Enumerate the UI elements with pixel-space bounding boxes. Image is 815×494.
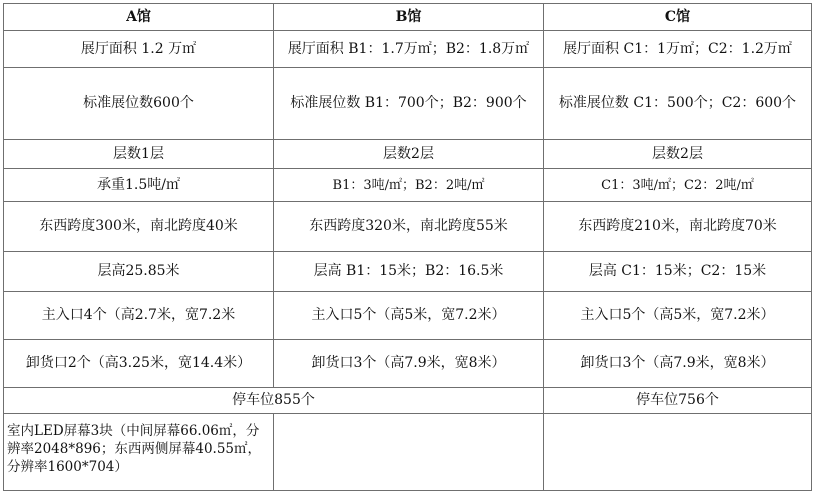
cell-c-led-screens bbox=[544, 414, 812, 491]
row-span bbox=[4, 202, 812, 252]
cell-b-booth-count: 标准展位数 B1：700个；B2：900个 bbox=[274, 68, 544, 140]
cell-c-loading-dock: 卸货口3个（高7.9米，宽8米） bbox=[544, 340, 812, 388]
row-led-screens bbox=[4, 414, 812, 491]
cell-b-floor-count: 层数2层 bbox=[274, 140, 544, 169]
row-booth-count bbox=[4, 68, 812, 140]
cell-a-main-entrance: 主入口4个（高2.7米，宽7.2米 bbox=[4, 292, 274, 340]
header-row bbox=[4, 4, 812, 31]
cell-a-load-bearing: 承重1.5吨/㎡ bbox=[4, 169, 274, 202]
row-parking bbox=[4, 388, 812, 414]
venue-comparison-table bbox=[3, 3, 812, 491]
row-loading-dock bbox=[4, 340, 812, 388]
cell-a-led-screens: 室内LED屏幕3块（中间屏幕66.06㎡，分辨率2048*896；东西两侧屏幕40.55㎡，分辨率1600*704） bbox=[4, 414, 274, 491]
cell-a-floor-count: 层数1层 bbox=[4, 140, 274, 169]
cell-c-exhibition-area: 展厅面积 C1：1万㎡；C2：1.2万㎡ bbox=[544, 31, 812, 68]
cell-b-ceiling-height: 层高 B1：15米；B2：16.5米 bbox=[274, 252, 544, 292]
cell-b-exhibition-area: 展厅面积 B1：1.7万㎡；B2：1.8万㎡ bbox=[274, 31, 544, 68]
cell-b-led-screens bbox=[274, 414, 544, 491]
cell-a-booth-count: 标准展位数600个 bbox=[4, 68, 274, 140]
row-floor-count bbox=[4, 140, 812, 169]
cell-a-ceiling-height: 层高25.85米 bbox=[4, 252, 274, 292]
cell-c-booth-count: 标准展位数 C1：500个；C2：600个 bbox=[544, 68, 812, 140]
row-ceiling-height bbox=[4, 252, 812, 292]
cell-b-loading-dock: 卸货口3个（高7.9米，宽8米） bbox=[274, 340, 544, 388]
header-hall-b: B馆 bbox=[274, 4, 544, 31]
cell-b-main-entrance: 主入口5个（高5米，宽7.2米） bbox=[274, 292, 544, 340]
cell-a-loading-dock: 卸货口2个（高3.25米，宽14.4米） bbox=[4, 340, 274, 388]
row-load-bearing bbox=[4, 169, 812, 202]
cell-ab-parking: 停车位855个 bbox=[4, 388, 544, 414]
header-hall-a: A馆 bbox=[4, 4, 274, 31]
cell-b-span: 东西跨度320米，南北跨度55米 bbox=[274, 202, 544, 252]
cell-c-parking: 停车位756个 bbox=[544, 388, 812, 414]
cell-a-exhibition-area: 展厅面积 1.2 万㎡ bbox=[4, 31, 274, 68]
cell-c-load-bearing: C1：3吨/㎡；C2：2吨/㎡ bbox=[544, 169, 812, 202]
cell-c-main-entrance: 主入口5个（高5米，宽7.2米） bbox=[544, 292, 812, 340]
row-exhibition-area bbox=[4, 31, 812, 68]
row-main-entrance bbox=[4, 292, 812, 340]
cell-a-span: 东西跨度300米，南北跨度40米 bbox=[4, 202, 274, 252]
header-hall-c: C馆 bbox=[544, 4, 812, 31]
cell-c-floor-count: 层数2层 bbox=[544, 140, 812, 169]
cell-b-load-bearing: B1：3吨/㎡；B2：2吨/㎡ bbox=[274, 169, 544, 202]
cell-c-ceiling-height: 层高 C1：15米；C2：15米 bbox=[544, 252, 812, 292]
cell-c-span: 东西跨度210米，南北跨度70米 bbox=[544, 202, 812, 252]
